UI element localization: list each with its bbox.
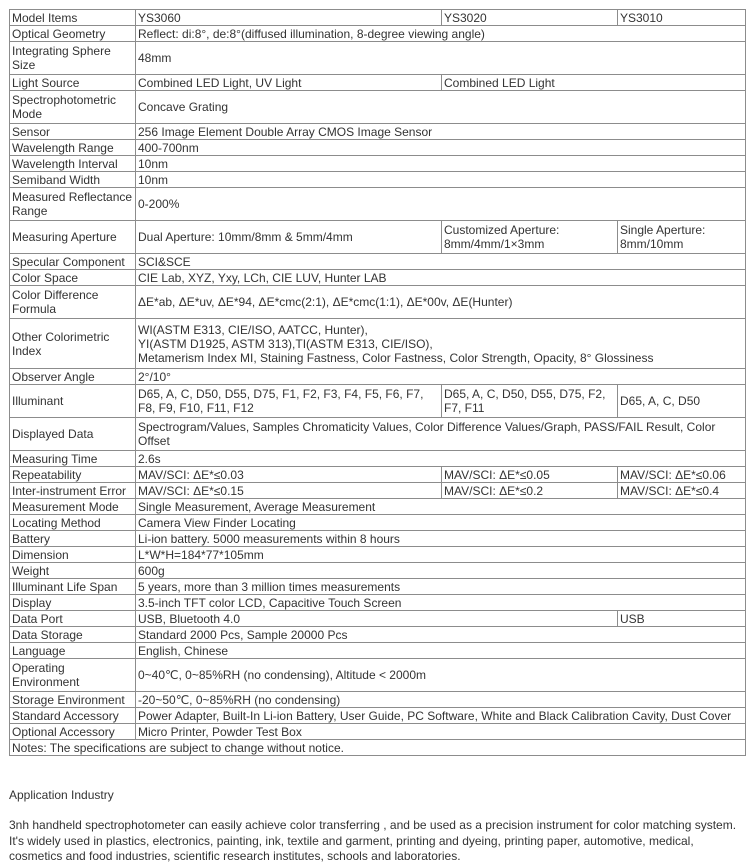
row-value	[136, 319, 746, 369]
table-row-illuminant-life	[10, 579, 746, 595]
table-row-display	[10, 595, 746, 611]
specification-table	[9, 9, 746, 756]
table-row-measuring-aperture	[10, 221, 746, 254]
row-value: 10nm	[136, 156, 746, 172]
ys3020-value: MAV/SCI: ΔE*≤0.05	[442, 467, 618, 483]
ys3060-value: D65, A, C, D50, D55, D75, F1, F2, F3, F4, F5, F6, F7, F8, F9, F10, F11, F12	[136, 385, 442, 418]
row-label: Weight	[10, 563, 136, 579]
row-value: Concave Grating	[136, 91, 746, 124]
row-label: Language	[10, 643, 136, 659]
table-row-specular	[10, 254, 746, 270]
table-row-storage-environment	[10, 692, 746, 708]
table-row-battery	[10, 531, 746, 547]
row-value: 400-700nm	[136, 140, 746, 156]
row-label: Standard Accessory	[10, 708, 136, 724]
ys3010-value: D65, A, C, D50	[618, 385, 746, 418]
row-label: Model Items	[10, 10, 136, 26]
table-row-wavelength-interval	[10, 156, 746, 172]
table-row-optional-accessory	[10, 724, 746, 740]
row-label: Wavelength Range	[10, 140, 136, 156]
row-value: Spectrogram/Values, Samples Chromaticity Values, Color Difference Values/Graph, PASS/FAIL Result, Color Offset	[136, 418, 746, 451]
ys3020-value: Customized Aperture: 8mm/4mm/1×3mm	[442, 221, 618, 254]
ys3020-value: MAV/SCI: ΔE*≤0.2	[442, 483, 618, 499]
ys3020-ys3010-value: Combined LED Light	[442, 75, 746, 91]
table-row-data-storage	[10, 627, 746, 643]
ys3060-value: Dual Aperture: 10mm/8mm & 5mm/4mm	[136, 221, 442, 254]
row-label: Battery	[10, 531, 136, 547]
row-value: Power Adapter, Built-In Li-ion Battery, User Guide, PC Software, White and Black Calibration Cavity, Dust Cover	[136, 708, 746, 724]
table-row-dimension	[10, 547, 746, 563]
table-row-semiband-width	[10, 172, 746, 188]
table-row-illuminant	[10, 385, 746, 418]
row-label: Observer Angle	[10, 369, 136, 385]
row-value: Single Measurement, Average Measurement	[136, 499, 746, 515]
row-label: Displayed Data	[10, 418, 136, 451]
table-row-weight	[10, 563, 746, 579]
row-label: Data Port	[10, 611, 136, 627]
table-row-notes	[10, 740, 746, 756]
row-value: 10nm	[136, 172, 746, 188]
row-label: Measured Reflectance Range	[10, 188, 136, 221]
table-row-light-source	[10, 75, 746, 91]
table-row-displayed-data	[10, 418, 746, 451]
row-label: Integrating Sphere Size	[10, 42, 136, 75]
model-ys3060-header: YS3060	[136, 10, 442, 26]
row-value: L*W*H=184*77*105mm	[136, 547, 746, 563]
ys3060-ys3020-value: USB, Bluetooth 4.0	[136, 611, 618, 627]
table-row-repeatability	[10, 467, 746, 483]
table-row-data-port	[10, 611, 746, 627]
row-value: 0-200%	[136, 188, 746, 221]
row-value: Standard 2000 Pcs, Sample 20000 Pcs	[136, 627, 746, 643]
table-row-wavelength-range	[10, 140, 746, 156]
row-label: Locating Method	[10, 515, 136, 531]
table-row-measurement-mode	[10, 499, 746, 515]
application-industry-text: 3nh handheld spectrophotometer can easily achieve color transferring , and be used as a precision instrument for color matching system. It's widely used in plastics, electronics, painting, ink, textile and garment, printing and dyeing, printing paper, automotive, medical, cosmetics and food industries, scientific research institutes, schools and laboratories.	[9, 818, 737, 863]
row-label: Measuring Aperture	[10, 221, 136, 254]
row-value: 5 years, more than 3 million times measurements	[136, 579, 746, 595]
row-value: 2°/10°	[136, 369, 746, 385]
index-line: Metamerism Index MI, Staining Fastness, Color Fastness, Color Strength, Opacity, 8° Glossiness	[138, 350, 654, 365]
table-row-language	[10, 643, 746, 659]
table-row-operating-environment	[10, 659, 746, 692]
row-value: 256 Image Element Double Array CMOS Image Sensor	[136, 124, 746, 140]
notes: Notes: The specifications are subject to change without notice.	[10, 740, 746, 756]
ys3020-value: D65, A, C, D50, D55, D75, F2, F7, F11	[442, 385, 618, 418]
row-label: Measuring Time	[10, 451, 136, 467]
model-ys3010-header: YS3010	[618, 10, 746, 26]
row-label: Repeatability	[10, 467, 136, 483]
row-label: Dimension	[10, 547, 136, 563]
table-row-header	[10, 10, 746, 26]
table-row-spectro-mode	[10, 91, 746, 124]
row-value: Li-ion battery. 5000 measurements within 8 hours	[136, 531, 746, 547]
row-value: -20~50℃, 0~85%RH (no condensing)	[136, 692, 746, 708]
table-row-locating-method	[10, 515, 746, 531]
row-label: Semiband Width	[10, 172, 136, 188]
ys3010-value: USB	[618, 611, 746, 627]
row-value: 3.5-inch TFT color LCD, Capacitive Touch Screen	[136, 595, 746, 611]
row-label: Optional Accessory	[10, 724, 136, 740]
ys3010-value: MAV/SCI: ΔE*≤0.4	[618, 483, 746, 499]
table-row-reflectance-range	[10, 188, 746, 221]
table-row-sensor	[10, 124, 746, 140]
row-label: Data Storage	[10, 627, 136, 643]
index-line: YI(ASTM D1925, ASTM 313),TI(ASTM E313, CIE/ISO),	[138, 336, 433, 351]
row-label: Wavelength Interval	[10, 156, 136, 172]
row-label: Inter-instrument Error	[10, 483, 136, 499]
table-row-measuring-time	[10, 451, 746, 467]
ys3060-value: Combined LED Light, UV Light	[136, 75, 442, 91]
row-value: ΔE*ab, ΔE*uv, ΔE*94, ΔE*cmc(2:1), ΔE*cmc(1:1), ΔE*00v, ΔE(Hunter)	[136, 286, 746, 319]
row-value: Camera View Finder Locating	[136, 515, 746, 531]
application-industry-title: Application Industry	[9, 788, 114, 802]
table-row-optical-geometry	[10, 26, 746, 42]
ys3060-value: MAV/SCI: ΔE*≤0.15	[136, 483, 442, 499]
table-row-other-index	[10, 319, 746, 369]
ys3010-value: Single Aperture: 8mm/10mm	[618, 221, 746, 254]
row-value: Micro Printer, Powder Test Box	[136, 724, 746, 740]
row-value: 0~40℃, 0~85%RH (no condensing), Altitude < 2000m	[136, 659, 746, 692]
row-label: Illuminant Life Span	[10, 579, 136, 595]
row-label: Illuminant	[10, 385, 136, 418]
table-row-integrating-sphere	[10, 42, 746, 75]
row-label: Optical Geometry	[10, 26, 136, 42]
row-label: Other Colorimetric Index	[10, 319, 136, 369]
model-ys3020-header: YS3020	[442, 10, 618, 26]
ys3060-value: MAV/SCI: ΔE*≤0.03	[136, 467, 442, 483]
row-label: Color Space	[10, 270, 136, 286]
row-label: Storage Environment	[10, 692, 136, 708]
table-row-observer	[10, 369, 746, 385]
table-row-color-space	[10, 270, 746, 286]
index-line: WI(ASTM E313, CIE/ISO, AATCC, Hunter),	[138, 322, 368, 337]
table-row-color-difference	[10, 286, 746, 319]
row-label: Specular Component	[10, 254, 136, 270]
row-value: 48mm	[136, 42, 746, 75]
row-value: SCI&SCE	[136, 254, 746, 270]
row-value: 600g	[136, 563, 746, 579]
table-row-standard-accessory	[10, 708, 746, 724]
ys3010-value: MAV/SCI: ΔE*≤0.06	[618, 467, 746, 483]
row-value: 2.6s	[136, 451, 746, 467]
row-label: Measurement Mode	[10, 499, 136, 515]
row-value: Reflect: di:8°, de:8°(diffused illumination, 8-degree viewing angle)	[136, 26, 746, 42]
row-label: Spectrophotometric Mode	[10, 91, 136, 124]
row-label: Display	[10, 595, 136, 611]
table-row-inter-instrument-error	[10, 483, 746, 499]
row-value: CIE Lab, XYZ, Yxy, LCh, CIE LUV, Hunter LAB	[136, 270, 746, 286]
row-value: English, Chinese	[136, 643, 746, 659]
row-label: Sensor	[10, 124, 136, 140]
row-label: Color Difference Formula	[10, 286, 136, 319]
row-label: Light Source	[10, 75, 136, 91]
row-label: Operating Environment	[10, 659, 136, 692]
